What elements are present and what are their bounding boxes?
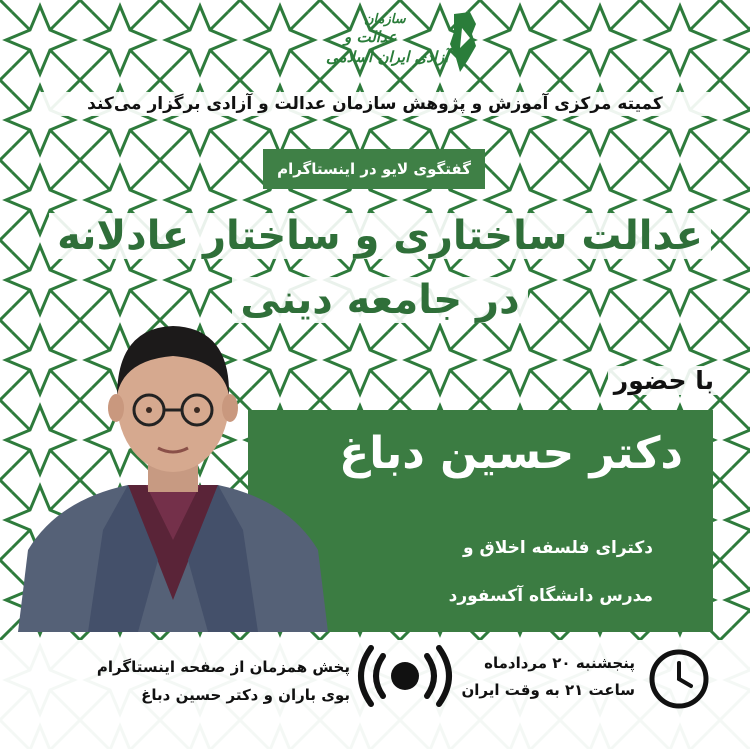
clock-icon xyxy=(648,648,710,710)
logo-text-line2: عدالت و xyxy=(344,28,397,46)
live-instagram-badge: گفتگوی لایو در اینستاگرام xyxy=(263,149,485,189)
speaker-portrait xyxy=(18,300,328,632)
map-of-iran-icon xyxy=(448,10,478,74)
speaker-credential-2: مدرس دانشگاه آکسفورد xyxy=(448,586,653,606)
event-date: پنجشنبه ۲۰ مردادماه xyxy=(484,654,635,672)
organization-logo xyxy=(318,6,478,76)
event-title-line2-text: در جامعه دینی xyxy=(232,277,527,323)
logo-text-line1: سازمان xyxy=(364,12,406,27)
event-title-line1 xyxy=(40,212,720,260)
broadcast-line-2: بوی باران و دکتر حسین دباغ xyxy=(141,686,350,704)
event-title-line1-text: عدالت ساختاری و ساختار عادلانه xyxy=(49,213,711,259)
speaker-name: دکتر حسین دباغ xyxy=(339,428,683,479)
organizer-line: کمیته مرکزی آموزش و پژوهش سازمان عدالت و آزادی برگزار می‌کند xyxy=(40,92,710,116)
presence-label: با حضور xyxy=(608,366,720,395)
live-broadcast-icon xyxy=(355,644,455,708)
logo-text-line3: آزادی ایران اسلامی xyxy=(326,48,449,66)
broadcast-line-1: پخش همزمان از صفحه اینستاگرام xyxy=(96,658,350,676)
event-time: ساعت ۲۱ به وقت ایران xyxy=(461,681,635,699)
speaker-credential-1: دکترای فلسفه اخلاق و xyxy=(463,538,653,558)
